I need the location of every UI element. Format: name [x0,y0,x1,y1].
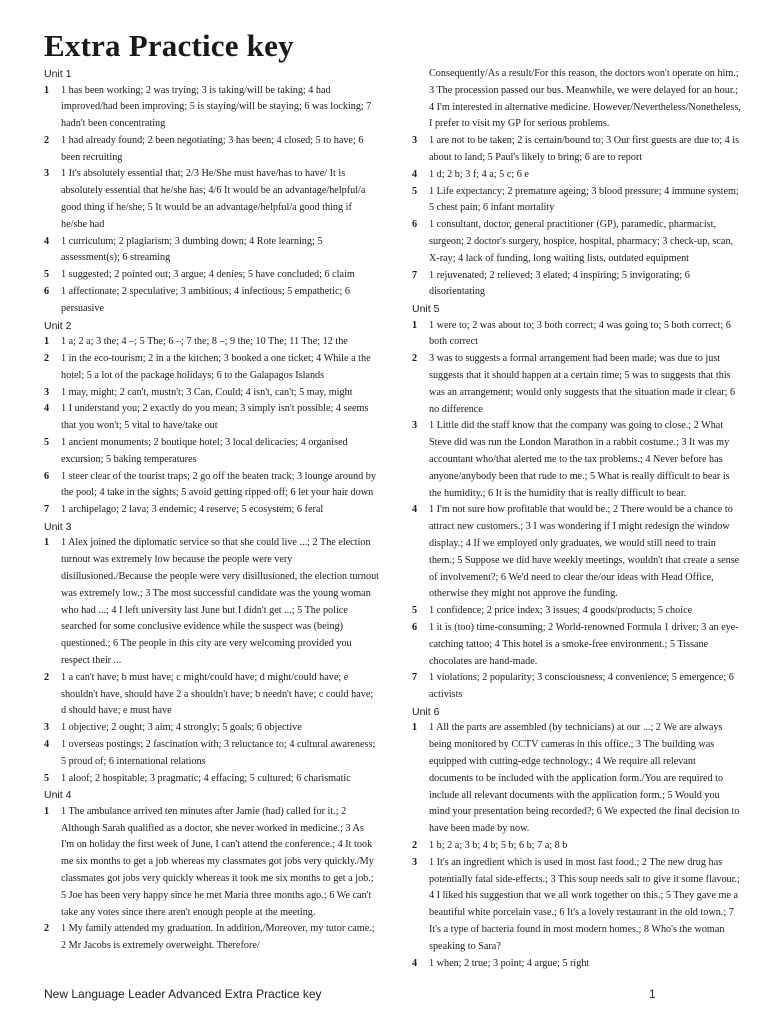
answer-text: 1 were to; 2 was about to; 3 both correct; 4 was going to; 5 both correct; 6 both correct [429,319,731,348]
answer-text: Consequently/As a result/For this reason, the doctors won't operate on him.; 3 The procession passed our bus. Meanwhile, we were delayed for an hour.; 4 I'm interested in alternative medicine. However/Nevertheless/Nonetheless, I prefer to visit my GP for serious problems. [429,68,741,130]
exercise-answer [44,267,379,284]
exercise-number: 3 [44,168,50,180]
exercise-number: 5 [412,605,418,617]
left-column [44,66,379,955]
answer-text: 1 archipelago; 2 lava; 3 endemic; 4 reserve; 5 ecosystem; 6 feral [61,504,324,516]
exercise-answer [412,670,742,704]
exercise-number: 3 [44,722,50,734]
exercise-number: 3 [412,856,418,868]
answer-text: 1 a; 2 a; 3 the; 4 –; 5 The; 6 –; 7 the; 8 –; 9 the; 10 The; 11 The; 12 the [61,336,348,348]
exercise-answer [412,133,742,167]
exercise-answer [412,167,742,184]
exercise-answer [44,670,379,720]
answer-text: 1 It's absolutely essential that; 2/3 He/She must have/has to have/ It is absolutely essential that he/she has; 4/6 It would be an advantage/helpful/a good thing if he/she; 5 It would be an advantage/helpful/a good thing if he/she had [61,168,366,230]
exercise-answer [412,956,742,973]
answer-text: 1 curriculum; 2 plagiarism; 3 dumbing down; 4 Rote learning; 5 assessment(s); 6 streaming [61,235,323,264]
exercise-number: 2 [44,671,50,683]
exercise-answer [44,133,379,167]
exercise-answer [44,334,379,351]
exercise-answer [412,720,742,838]
exercise-number: 2 [44,134,50,146]
exercise-answer [44,166,379,233]
page-number: 1 [649,987,656,1001]
exercise-number: 3 [44,386,50,398]
exercise-number: 5 [44,269,50,281]
exercise-number: 4 [44,235,50,247]
exercise-number: 5 [412,185,418,197]
exercise-number: 1 [44,537,50,549]
answer-text: 1 steer clear of the tourist traps; 2 go off the beaten track; 3 lounge around by the pool; 4 take in the sights; 5 avoid getting ripped off; 6 let your hair down [61,470,376,499]
exercise-number: 1 [44,336,50,348]
exercise-answer [412,838,742,855]
exercise-number: 6 [412,219,418,231]
exercise-number: 6 [412,622,418,633]
exercise-answer [412,418,742,502]
exercise-answer [44,401,379,435]
answer-text: 1 The ambulance arrived ten minutes after Jamie (had) called for it.; 2 Although Sarah qualified as a doctor, she never worked in medicine.; 3 As I'm on holiday the first week of June, I can't attend the conference.; 4 It took me six months to get a job whereas my classmates got jobs very quickly./My classmates got jobs very quickly whereas it took me six months to get a job.; 5 Joe has been very happy since he met Maria three months ago.; 6 We can't take any votes since there aren't enough people at the meeting. [61,805,374,918]
exercise-answer [412,351,742,418]
answer-text: 1 had already found; 2 been negotiating; 3 has been; 4 closed; 5 to have; 6 been recruiting [61,134,364,163]
exercise-answer [412,217,742,267]
exercise-number: 2 [412,840,418,852]
answer-text: 1 affectionate; 2 speculative; 3 ambitious; 4 infectious; 5 empathetic; 6 persuasive [61,286,350,314]
answer-text: 1 rejuvenated; 2 relieved; 3 elated; 4 inspiring; 5 invigorating; 6 disorientating [429,269,690,298]
unit-heading: Unit 6 [412,705,440,718]
answer-text: 1 I'm not sure how profitable that would be.; 2 There would be a chance to attract new customers.; 3 I was wondering if I might redesign the window display.; 4 If we employed only graduates, we would still need to train them.; 5 Suppose we did have weekly meetings, wouldn't that create a sense of involvement?; 6 We'd need to clear the/our ideas with Head Office, otherwise they might not approve the funding. [429,504,740,600]
answer-text: 1 consultant, doctor, general practitioner (GP), paramedic, pharmacist, surgeon; 2 doctor's surgery, hospice, hospital, pharmacy; 3 check-up, scan, X-ray; 4 lack of funding, long waiting lists, outdated equipment [429,219,734,264]
exercise-answer [412,318,742,352]
answer-text: 1 objective; 2 ought; 3 aim; 4 strongly; 5 goals; 6 objective [61,722,302,734]
answer-text: 1 are not to be taken; 2 is certain/bound to; 3 Our first guests are due to; 4 is about to land; 5 Paul's likely to bring; 6 are to report [429,135,740,163]
exercise-answer [44,284,379,318]
exercise-number: 2 [44,352,50,364]
exercise-answer [44,921,379,955]
exercise-number: 5 [44,436,50,448]
exercise-number: 1 [412,722,418,734]
exercise-answer [412,184,742,218]
exercise-number: 1 [44,84,50,96]
exercise-number: 2 [44,923,50,935]
answer-text: 1 violations; 2 popularity; 3 consciousness; 4 convenience; 5 emergence; 6 activists [429,672,734,701]
answer-text: 1 d; 2 b; 3 f; 4 a; 5 c; 6 e [429,168,529,180]
exercise-answer [44,737,379,771]
answer-text: 1 My family attended my graduation. In addition,/Moreover, my tutor came.; 2 Mr Jacobs is extremely overweight. Therefore/ [61,923,375,952]
exercise-answer [412,620,742,670]
exercise-answer [44,469,379,503]
exercise-number: 2 [412,353,418,365]
answer-text: 1 aloof; 2 hospitable; 3 pragmatic; 4 effacing; 5 cultured; 6 charismatic [61,772,351,784]
exercise-number: 5 [44,772,50,784]
answer-text: 3 was to suggests a formal arrangement had been made; was due to just suggests that it should happen at a certain time; 5 was to suggests that this was an arrangement; would only suggests that the situation made it clear; 6 no difference [429,353,736,415]
exercise-number: 4 [412,957,418,969]
unit-heading: Unit 2 [44,319,72,332]
exercise-answer [412,603,742,620]
unit-heading: Unit 4 [44,789,72,802]
exercise-answer [412,268,742,302]
answer-text: 1 has been working; 2 was trying; 3 is taking/will be taking; 4 had improved/had been improving; 5 is staying/will be staying; 6 was locking; 7 hadn't been concentrating [61,84,372,130]
footer-text: New Language Leader Advanced Extra Practice key [44,987,322,1001]
exercise-number: 3 [412,135,418,147]
exercise-answer [44,351,379,385]
exercise-number: 1 [412,319,418,331]
exercise-number: 7 [412,269,418,281]
exercise-answer [44,502,379,519]
exercise-number: 4 [412,168,418,180]
exercise-answer [44,83,379,133]
answer-text: 1 suggested; 2 pointed out; 3 argue; 4 denies; 5 have concluded; 6 claim [61,269,355,281]
answer-text: 1 confidence; 2 price index; 3 issues; 4 goods/products; 5 choice [429,605,693,617]
exercise-answer [44,234,379,268]
exercise-answer [44,771,379,788]
answer-text: 1 I understand you; 2 exactly do you mean; 3 simply isn't possible; 4 seems that you won't; 5 vital to have/take out [61,403,369,432]
exercise-answer [412,502,742,603]
exercise-answer [412,66,742,133]
exercise-number: 7 [412,672,418,684]
answer-text: 1 Life expectancy; 2 premature ageing; 3 blood pressure; 4 immune system; 5 chest pain; 6 infant mortality [429,185,739,214]
exercise-answer [44,720,379,737]
answer-text: 1 when; 2 true; 3 point; 4 argue; 5 right [429,957,590,969]
answer-text: 1 Alex joined the diplomatic service so that she could live ...; 2 The election turnout was extremely low because the people were very disillusioned./Because the people were very disillusioned, the election turnout was extremely low.; 3 The most successful candidate was the young woman who had ...; 4 I left university last June but I didn't get ...; 5 The police searched for some conclusive evidence while the suspect was (being) questioned.; 6 The people in this city are very welcoming provided you respect their ... [61,537,379,666]
exercise-answer [44,435,379,469]
answer-text: 1 Little did the staff know that the company was going to close.; 2 What Steve did was run the London Marathon in a rabbit costume.; 3 It was my accountant who/that alerted me to the tax problems.; 4 Never before has anyone/anybody been that rude to me.; 5 What is really difficult to bear is the humidity.; 6 It is the humidity that is really difficult to bear. [429,420,730,499]
page-title: Extra Practice key [44,28,294,63]
unit-heading: Unit 1 [44,68,72,80]
answer-text: 1 All the parts are assembled (by technicians) at our ...; 2 We are always being monitored by CCTV cameras in this office.; 3 The building was equipped with cutting-edge technology.; 4 We require all relevant documents to be included with the application form./You are required to include all relevant documents with the application form.; 5 Would you mind your presentation being recorded?; 6 We expected the final decision to have been made by now. [429,722,740,835]
answer-text: 1 It's an ingredient which is used in most fast food.; 2 The new drug has potentially fatal side-effects.; 3 This soup needs salt to give it some flavour.; 4 I liked his suggestion that we all work together on this.; 5 They gave me a beautiful white porcelain vase.; 6 It's a lovely restaurant in the old town.; 7 It's a type of bacteria found in most modern homes.; 8 Who's the woman speaking to Sara? [429,856,740,952]
answer-text: 1 may, might; 2 can't, mustn't; 3 Can, Could; 4 isn't, can't; 5 may, might [61,386,353,398]
answer-text: 1 it is (too) time-consuming; 2 World-renowned Formula 1 driver; 3 an eye-catching tattoo; 4 This hotel is a smoke-free environment.; 5 Tissane chocolates are hand-made. [429,622,739,667]
exercise-number: 6 [44,286,50,298]
answer-text: 1 in the eco-tourism; 2 in a the kitchen; 3 booked a one ticket; 4 While a the hotel; 5 a lot of the package holidays; 6 to the Galapagos Islands [61,352,371,381]
right-column [412,66,742,972]
exercise-number: 6 [44,470,50,482]
exercise-answer [44,385,379,402]
exercise-number: 4 [412,504,418,516]
exercise-answer [412,855,742,956]
exercise-answer [44,804,379,922]
answer-text: 1 b; 2 a; 3 b; 4 b; 5 b; 6 b; 7 a; 8 b [429,840,568,852]
answer-text: 1 overseas postings; 2 fascination with; 3 reluctance to; 4 cultural awareness; 5 proud of; 6 international relations [61,738,376,767]
exercise-answer [44,535,379,669]
unit-heading: Unit 3 [44,520,72,533]
exercise-number: 4 [44,403,50,415]
exercise-number: 1 [44,805,50,817]
exercise-number: 4 [44,738,50,750]
answer-text: 1 a can't have; b must have; c might/could have; d might/could have; e shouldn't have, should have 2 a shouldn't have; b needn't have; c could have; d should have; e must have [61,671,374,717]
answer-text: 1 ancient monuments; 2 boutique hotel; 3 local delicacies; 4 organised excursion; 5 baking temperatures [61,436,348,465]
unit-heading: Unit 5 [412,303,440,316]
exercise-number: 7 [44,504,50,516]
exercise-number: 3 [412,420,418,432]
